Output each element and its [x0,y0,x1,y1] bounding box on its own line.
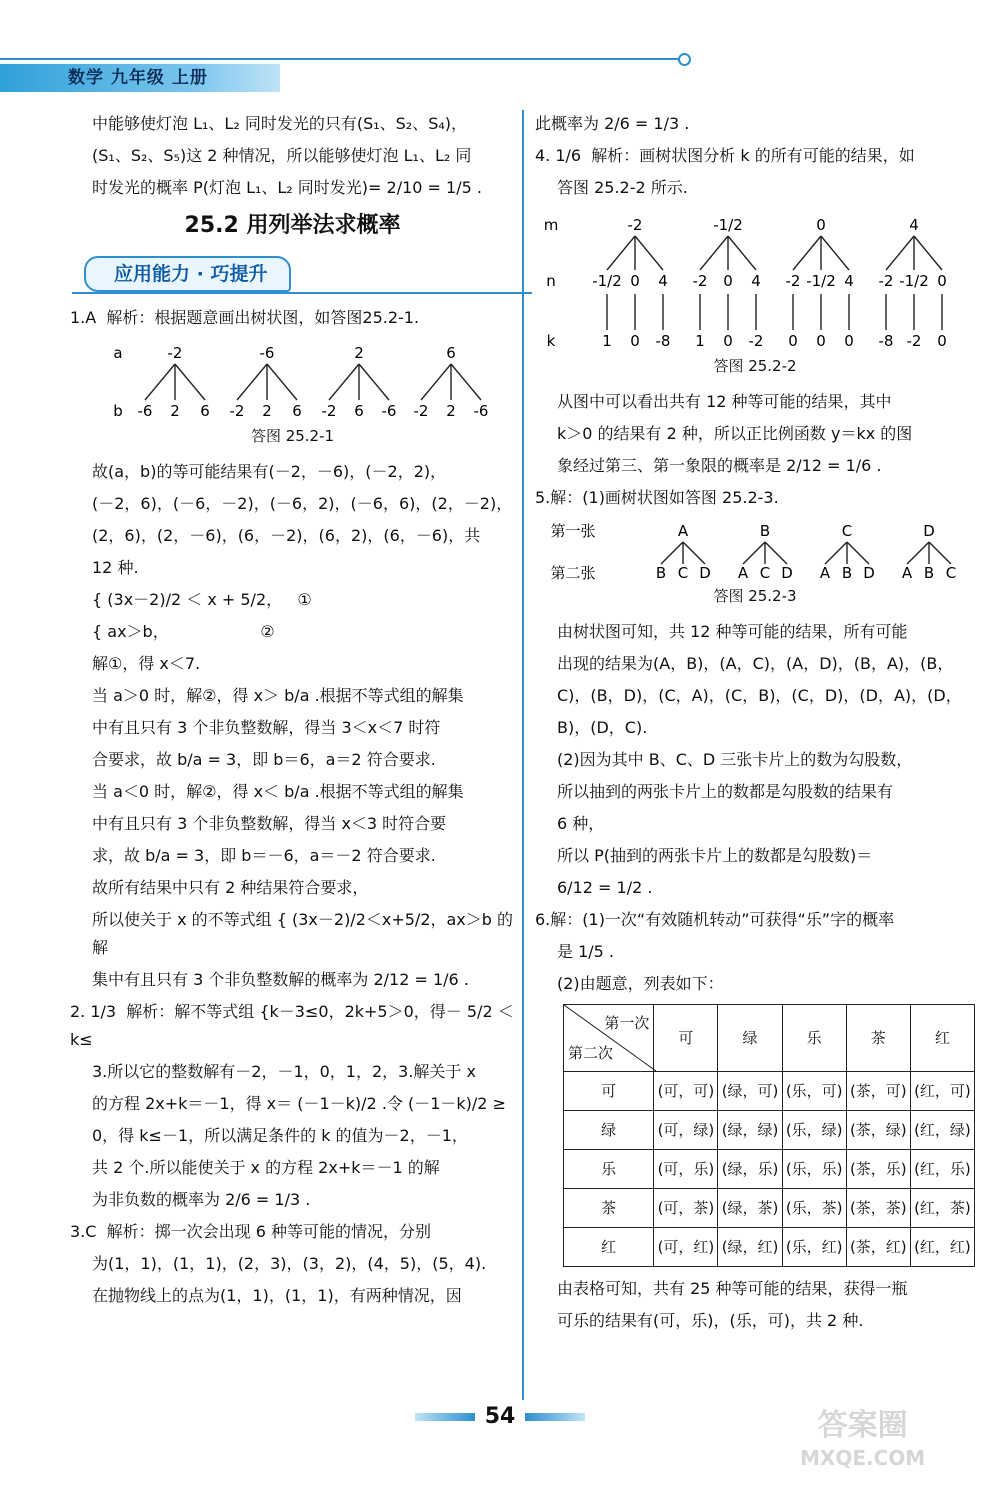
tree2-root: -1/2 [713,216,743,234]
tree2-k-value: -8 [655,332,671,350]
tree1-leaf: -6 [473,402,489,420]
text-line: 所以使关于 x 的不等式组 { (3x－2)/2＜x+5/2，ax＞b 的解 [92,910,514,957]
table-col-header: 茶 [846,1005,910,1072]
text-line: 在抛物线上的点为(1，1)，(1，1)，有两种情况，因 [92,1286,462,1305]
page-number-deco-left [415,1413,475,1421]
table-header-row [564,1005,975,1072]
table-corner [564,1005,654,1072]
table-cell: (绿，红) [718,1228,782,1267]
tree3-leaf: C [677,564,689,582]
text-line: 故所有结果中只有 2 种结果符合要求， [92,878,369,897]
tree1-leaf: -2 [321,402,337,420]
text-line: 中有且只有 3 个非负整数解，得当 3＜x＜7 时符 [92,718,441,737]
table-cell: (茶，茶) [846,1189,910,1228]
table-cell: (乐，可) [782,1072,846,1111]
tree3-caption: 答图 25.2-3 [713,587,797,605]
text-line: 当 a＜0 时，解②，得 x＜ b/a .根据不等式组的解集 [92,782,464,801]
table-cell: (红，绿) [910,1111,974,1150]
tree2-k-value: 0 [937,332,947,350]
intro-text [70,110,515,202]
table-cell: (红，可) [910,1072,974,1111]
corner-bottom-label: 第二次 [568,1044,614,1062]
text-line: 由表格可知，共有 25 种等可能的结果，获得一瓶 [557,1279,908,1298]
q6-end [535,1275,975,1335]
table-col-header: 可 [654,1005,718,1072]
tree2-root: -2 [627,216,643,234]
tree2-n-value: -2 [878,272,894,290]
tree3-leaf: A [737,564,749,582]
text-line: (2，6)，(2，－6)，(6，－2)，(6，2)，(6，－6)，共 [92,526,481,545]
tree2-n-value: -1/2 [592,272,622,290]
text-line: 从图中可以看出共有 12 种等可能的结果，其中 [557,392,892,411]
tree3-branch [661,542,683,564]
text-line: 6.解：(1)一次“有效随机转动”可获得“乐”字的概率 [535,910,895,929]
tree1-row-b-label: b [113,402,123,420]
table-row [564,1189,975,1228]
tree1-leaf: -2 [229,402,245,420]
table-col-header: 绿 [718,1005,782,1072]
table-cell: (茶，红) [846,1228,910,1267]
text-line: 解①，得 x＜7. [92,654,201,673]
section-title: 25.2 用列举法求概率 [184,213,401,238]
table-cell: (可，红) [654,1228,718,1267]
tree2-branch [793,236,821,270]
tree2-k-value: 1 [695,332,705,350]
tree2-n-value: 0 [630,272,640,290]
tree1-leaf: 6 [200,402,210,420]
text-line: 6/12 = 1/2 . [557,878,653,897]
table-cell: (绿，乐) [718,1150,782,1189]
text-line: 3.所以它的整数解有－2，－1，0，1，2，3.解关于 x [92,1062,476,1081]
tree2-k-value: 0 [788,332,798,350]
tree2-k-value: -2 [748,332,764,350]
tree2-k-value: 0 [723,332,733,350]
tree3-leaf: D [699,564,711,582]
q4-head [535,142,975,202]
tree1-branch [329,364,359,400]
text-line: 求，故 b/a = 3，即 b＝－6，a＝－2 符合要求. [92,846,436,865]
table-cell: (乐，乐) [782,1150,846,1189]
text-line: { (3x－2)/2 ＜ x + 5/2， ① [92,590,312,609]
tree2-root: 4 [909,216,919,234]
tree2-branch [886,236,914,270]
table-cell: (可，可) [654,1072,718,1111]
tree1-leaf: -2 [413,402,429,420]
tree1-leaf: -6 [381,402,397,420]
tree3-branch [907,542,929,564]
tree1-leaf: 6 [292,402,302,420]
tree2-caption: 答图 25.2-2 [713,357,797,375]
tree2-n-value: 4 [751,272,761,290]
tree3-leaf: C [759,564,771,582]
text-line: 的方程 2x+k＝－1，得 x＝ (－1－k)/2 .令 (－1－k)/2 ≥ [92,1094,506,1113]
tree3-root: A [677,522,689,540]
tree2-k-value: 0 [816,332,826,350]
table-cell: (绿，绿) [718,1111,782,1150]
watermark-line-2: MXQE.COM [800,1446,926,1470]
tree1-leaf: 2 [170,402,180,420]
tree2-n-value: -1/2 [806,272,836,290]
tree2-branch [914,236,942,270]
tree3-root: D [923,522,935,540]
text-line: B)，(D，C). [557,718,648,737]
text-line: 由树状图可知，共 12 种等可能的结果，所有可能 [557,622,908,641]
table-col-header: 红 [910,1005,974,1072]
table-cell: (绿，茶) [718,1189,782,1228]
q1-body [70,458,515,994]
text-line: 出现的结果为(A，B)，(A，C)，(A，D)，(B，A)，(B， [557,654,954,673]
table-cell: (可，茶) [654,1189,718,1228]
q1-head: 1.A 解析：根据题意画出树状图，如答图25.2-1. [70,308,420,327]
tree2-n-value: -2 [692,272,708,290]
tree3-row2-label: 第二张 [550,564,596,582]
tree2-k-value: 0 [844,332,854,350]
table-cell: (乐，茶) [782,1189,846,1228]
text-line: 时发光的概率 P(灯泡 L₁、L₂ 同时发光)= 2/10 = 1/5 . [92,178,482,197]
tree1-branch [359,364,389,400]
text-line: 为非负数的概率为 2/6 = 1/3 . [92,1190,311,1209]
text-line: { ax＞b， ② [92,622,275,641]
tree1-root: 6 [446,344,456,362]
tree2-branch [728,236,756,270]
tree-diagram-3 [535,516,975,586]
header-rule [0,58,680,60]
tree3-branch [765,542,787,564]
text-line: 6 种， [557,814,605,833]
tree2-row-m-label: m [543,216,559,234]
table-row [564,1072,975,1111]
tree2-n-value: 4 [844,272,854,290]
right-column [535,110,975,1339]
tree1-branch [267,364,297,400]
text-line: 是 1/5 . [557,942,615,961]
q5-head: 5.解：(1)画树状图如答图 25.2-3. [535,488,779,507]
page-number-text: 54 [484,1404,516,1429]
tree1-branch [175,364,205,400]
section-banner: 应用能力 · 巧提升 [84,256,291,292]
text-line: (2)由题意，列表如下： [557,974,724,993]
q6-head [535,906,975,998]
q4-body [535,388,975,480]
text-line: 合要求，故 b/a = 3，即 b＝6，a＝2 符合要求. [92,750,436,769]
text-line: 为(1，1)，(1，1)，(2，3)，(3，2)，(4，5)，(5，4). [92,1254,487,1273]
tree3-branch [743,542,765,564]
table-cell: (红，红) [910,1228,974,1267]
tree2-n-value: 4 [658,272,668,290]
tree3-leaf: A [819,564,831,582]
tree2-row-n-label: n [546,272,556,290]
text-line: C)，(B，D)，(C，A)，(C，B)，(C，D)，(D，A)，(D， [557,686,962,705]
column-divider [522,110,524,1400]
tree1-branch [451,364,481,400]
tree-diagram-2 [535,206,975,356]
tree3-leaf: B [841,564,853,582]
table-row [564,1150,975,1189]
tree-diagram-1 [70,336,515,426]
table-cell: (乐，绿) [782,1111,846,1150]
table-cell: (乐，红) [782,1228,846,1267]
q3-body [70,1218,515,1310]
watermark-line-1: 答案圈 [817,1408,908,1443]
table-cell: (红，茶) [910,1189,974,1228]
table-cell: (茶，乐) [846,1150,910,1189]
table-row [564,1228,975,1267]
tree3-row1-label: 第一张 [550,522,596,540]
tree1-root: 2 [354,344,364,362]
outcome-table [563,1004,975,1267]
text-line: k＞0 的结果有 2 种，所以正比例函数 y＝kx 的图 [557,424,913,443]
tree2-k-value: 0 [630,332,640,350]
header-rule-end-dot [678,53,691,66]
tree1-branch [421,364,451,400]
tree3-leaf: D [781,564,793,582]
text-line: 所以 P(抽到的两张卡片上的数都是勾股数)＝ [557,846,873,865]
table-cell: (绿，可) [718,1072,782,1111]
table-row-header: 茶 [564,1189,654,1228]
tree3-leaf: B [923,564,935,582]
text-line: 中能够使灯泡 L₁、L₂ 同时发光的只有(S₁、S₂、S₄)， [92,114,468,133]
tree3-branch [825,542,847,564]
table-row-header: 绿 [564,1111,654,1150]
watermark [800,1410,925,1474]
tree2-root: 0 [816,216,826,234]
q5-body [535,618,975,902]
page-header [0,0,1000,100]
text-line: (S₁、S₂、S₅)这 2 种情况，所以能够使灯泡 L₁、L₂ 同 [92,146,472,165]
text-line: 2. 1/3 解析：解不等式组 {k－3≤0，2k+5＞0，得－ 5/2 ＜k≤ [70,1002,514,1049]
tree2-k-value: 1 [602,332,612,350]
text-line: 集中有且只有 3 个非负整数解的概率为 2/12 = 1/6 . [92,970,469,989]
text-line: 故(a，b)的等可能结果有(－2，－6)，(－2，2)， [92,462,447,481]
text-line: 答图 25.2-2 所示. [557,178,688,197]
tree3-branch [929,542,951,564]
q2-body [70,998,515,1214]
header-title: 数学 九年级 上册 [68,68,208,88]
q3-end: 此概率为 2/6 = 1/3 . [535,114,690,133]
text-line: 所以抽到的两张卡片上的数都是勾股数的结果有 [557,782,894,801]
tree2-n-value: 0 [937,272,947,290]
tree3-root: B [759,522,771,540]
tree3-leaf: A [901,564,913,582]
tree2-branch [700,236,728,270]
table-row-header: 红 [564,1228,654,1267]
text-line: 4. 1/6 解析：画树状图分析 k 的所有可能的结果，如 [535,146,915,165]
table-cell: (茶，可) [846,1072,910,1111]
tree1-branch [237,364,267,400]
text-line: 当 a＞0 时，解②，得 x＞ b/a .根据不等式组的解集 [92,686,464,705]
table-cell: (红，乐) [910,1150,974,1189]
tree1-leaf: -6 [137,402,153,420]
tree2-k-value: -2 [906,332,922,350]
left-column [70,110,515,1314]
tree2-branch [821,236,849,270]
tree3-root: C [841,522,853,540]
text-line: 0，得 k≤－1，所以满足条件的 k 的值为－2，－1， [92,1126,468,1145]
text-line: 3.C 解析：掷一次会出现 6 种等可能的情况，分别 [70,1222,431,1241]
tree2-branch [607,236,635,270]
text-line: (2)因为其中 B、C、D 三张卡片上的数为勾股数， [557,750,913,769]
tree3-leaf: D [863,564,875,582]
tree1-root: -6 [259,344,275,362]
tree1-leaf: 2 [446,402,456,420]
table-row [564,1111,975,1150]
tree3-leaf: B [655,564,667,582]
table-cell: (可，乐) [654,1150,718,1189]
text-line: 象经过第三、第一象限的概率是 2/12 = 1/6 . [557,456,882,475]
tree2-n-value: -2 [785,272,801,290]
text-line: 共 2 个.所以能使关于 x 的方程 2x+k＝－1 的解 [92,1158,440,1177]
text-line: 可乐的结果有(可，乐)，(乐，可)，共 2 种. [557,1311,864,1330]
tree3-branch [847,542,869,564]
tree1-root: -2 [167,344,183,362]
tree1-row-a-label: a [113,344,123,362]
tree2-n-value: -1/2 [899,272,929,290]
table-row-header: 可 [564,1072,654,1111]
table-cell: (茶，绿) [846,1111,910,1150]
text-line: 中有且只有 3 个非负整数解，得当 x＜3 时符合要 [92,814,447,833]
tree2-row-k-label: k [546,332,556,350]
table-row-header: 乐 [564,1150,654,1189]
tree1-branch [145,364,175,400]
table-col-header: 乐 [782,1005,846,1072]
corner-top-label: 第一次 [604,1014,650,1032]
text-line: (－2，6)，(－6，－2)，(－6，2)，(－6，6)，(2，－2)， [92,494,513,513]
tree1-leaf: 6 [354,402,364,420]
tree2-n-value: 0 [723,272,733,290]
tree2-branch [635,236,663,270]
tree3-leaf: C [945,564,957,582]
tree3-branch [683,542,705,564]
tree1-caption: 答图 25.2-1 [250,427,335,445]
page-number-deco-right [525,1413,585,1421]
text-line: 12 种. [92,558,139,577]
tree2-k-value: -8 [878,332,894,350]
table-cell: (可，绿) [654,1111,718,1150]
tree1-leaf: 2 [262,402,272,420]
